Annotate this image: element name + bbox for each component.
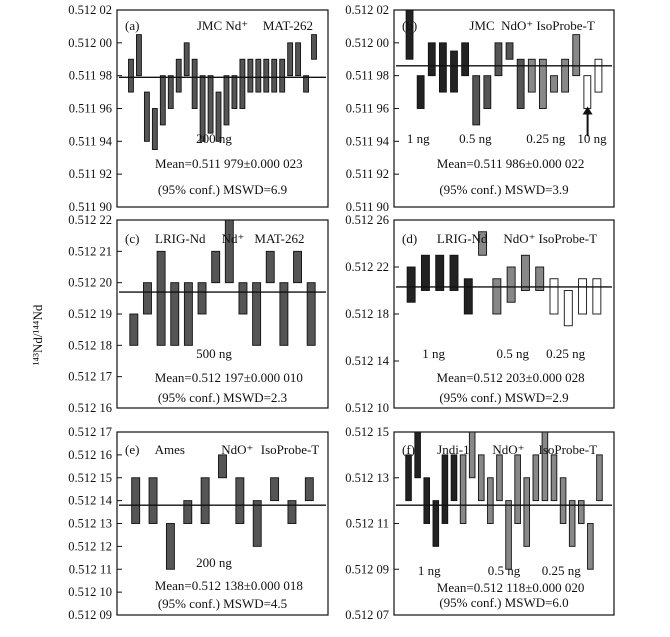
header-label: NdO⁺ (492, 442, 525, 457)
error-bar (232, 76, 237, 109)
panel-b (345, 3, 614, 214)
error-bar (442, 455, 448, 524)
y-tick-label: 0.512 11 (68, 562, 112, 577)
error-bar (460, 455, 466, 524)
y-tick-label: 0.511 94 (345, 134, 389, 149)
y-tick-label: 0.512 02 (345, 3, 389, 17)
error-bar (256, 59, 261, 92)
panel-c (68, 213, 328, 415)
error-bar (517, 59, 524, 108)
header-label: Nd⁺ (221, 231, 245, 246)
error-bar (473, 76, 480, 125)
y-tick-label: 0.512 12 (68, 539, 112, 554)
error-bar (439, 43, 446, 92)
y-tick-label: 0.512 26 (345, 213, 389, 227)
stats-text: (95% conf.) MSWD=2.3 (157, 390, 288, 405)
amount-label: 0.25 ng (546, 346, 586, 361)
panel-label: (b) (402, 18, 418, 33)
stats-text: (95% conf.) MSWD=2.9 (439, 390, 569, 405)
error-bar (597, 455, 603, 501)
y-tick-label: 0.511 96 (345, 101, 389, 116)
header-label: IsoProbe-T (260, 442, 320, 457)
error-bar (421, 255, 429, 290)
y-tick-label: 0.511 98 (68, 68, 112, 83)
panel-f (345, 425, 614, 622)
y-tick-label: 0.512 22 (345, 260, 389, 274)
error-bar (436, 255, 444, 290)
error-bar (157, 251, 165, 345)
y-tick-label: 0.512 10 (345, 401, 389, 415)
panel-label: (f) (402, 442, 415, 457)
error-bar (129, 59, 134, 92)
y-tick-label: 0.512 14 (345, 354, 389, 368)
stats-text: (95% conf.) MSWD=6.0 (439, 595, 569, 610)
error-bar (272, 59, 277, 92)
panel-d (345, 213, 614, 415)
error-bar (288, 501, 296, 524)
error-bar (417, 76, 424, 109)
error-bar (464, 279, 472, 314)
error-bar (588, 524, 594, 570)
y-tick-label: 0.512 20 (68, 275, 112, 290)
error-bar (469, 432, 475, 478)
error-bar (198, 283, 206, 314)
amount-label: 0.5 ng (496, 346, 530, 361)
amount-label: 200 ng (196, 131, 232, 146)
amount-label: 10 ng (577, 131, 607, 146)
y-tick-label: 0.511 92 (345, 167, 389, 182)
y-tick-label: 0.512 10 (68, 585, 112, 600)
y-tick-label: 0.512 16 (68, 401, 112, 415)
error-bar (132, 478, 140, 524)
error-bar (506, 501, 512, 570)
error-bar (497, 455, 503, 501)
header-label: NdO⁺ (221, 442, 254, 457)
amount-label: 500 ng (196, 346, 232, 361)
error-bar (560, 478, 566, 524)
header-label: NdO⁺ (503, 231, 536, 246)
mean-text: Mean=0.512 197±0.000 010 (154, 370, 303, 385)
error-bar (462, 43, 469, 76)
error-bar (406, 455, 412, 501)
amount-label: 0.5 ng (459, 131, 492, 146)
error-bar (493, 279, 501, 314)
error-bar (224, 76, 229, 125)
error-bar (144, 92, 149, 141)
error-bar (288, 43, 293, 76)
error-bar (515, 455, 521, 524)
y-tick-label: 0.512 13 (345, 470, 389, 485)
error-bar (143, 283, 151, 314)
panel-label: (d) (402, 231, 418, 246)
y-tick-label: 0.512 00 (68, 35, 112, 50)
header-label: IsoProbe-T (538, 442, 598, 457)
error-bar (294, 251, 302, 282)
mean-text: Mean=0.512 203±0.000 028 (436, 370, 585, 385)
header-label: IsoProbe-T (536, 18, 595, 33)
error-bar (149, 478, 157, 524)
header-label: MAT-262 (254, 231, 305, 246)
error-bar (266, 251, 274, 282)
header-label: Jndi-1 (437, 442, 470, 457)
error-bar (166, 524, 174, 570)
error-bar (495, 43, 502, 76)
y-tick-label: 0.512 14 (68, 493, 112, 508)
y-tick-label: 0.512 18 (345, 307, 389, 321)
error-bar (152, 109, 157, 150)
panel-a (68, 3, 328, 214)
amount-label: 1 ng (422, 346, 445, 361)
error-bar (407, 267, 415, 302)
error-bar (184, 43, 189, 76)
panel-e (68, 425, 328, 622)
y-tick-label: 0.512 17 (68, 369, 112, 384)
y-tick-label: 0.512 09 (345, 562, 389, 577)
error-bar (450, 255, 458, 290)
error-bar (539, 59, 546, 108)
y-tick-label: 0.511 90 (68, 200, 112, 214)
error-bar (478, 455, 484, 501)
error-bar (488, 478, 494, 524)
panel-label: (c) (125, 231, 140, 246)
mean-text: Mean=0.511 979±0.000 023 (155, 156, 303, 171)
panel-label: (a) (125, 18, 140, 33)
header-label: NdO⁺ (501, 18, 534, 33)
error-bar (184, 501, 192, 524)
y-tick-label: 0.512 02 (68, 3, 112, 17)
amount-label: 1 ng (406, 131, 430, 146)
error-bar (562, 59, 569, 92)
y-tick-label: 0.512 15 (68, 470, 112, 485)
error-bar (236, 478, 244, 524)
header-label: LRIG-Nd (155, 231, 206, 246)
y-tick-label: 0.512 11 (345, 516, 389, 531)
panel-label: (e) (125, 442, 140, 457)
error-bar (136, 35, 141, 76)
error-bar (201, 478, 209, 524)
error-bar (451, 51, 458, 92)
error-bar (160, 76, 165, 125)
error-bar (528, 59, 535, 92)
error-bar (507, 267, 515, 302)
error-bar (424, 478, 430, 524)
amount-label: 200 ng (196, 555, 232, 570)
y-tick-label: 0.512 09 (68, 608, 112, 622)
error-bar (296, 43, 301, 76)
header-label: LRIG-Nd (436, 231, 488, 246)
error-bar (569, 501, 575, 547)
error-bar (264, 59, 269, 92)
y-axis-label: ¹⁴³Nd/¹⁴⁴Nd (30, 304, 45, 366)
error-bar (240, 59, 245, 108)
error-bar (573, 35, 580, 76)
header-label: JMC (469, 18, 495, 33)
y-tick-label: 0.512 22 (68, 213, 112, 227)
header-label: Ames (154, 442, 185, 457)
y-tick-label: 0.511 98 (345, 68, 389, 83)
stats-text: (95% conf.) MSWD=6.9 (157, 182, 288, 197)
error-bar (524, 478, 530, 547)
y-tick-label: 0.512 17 (68, 425, 112, 439)
stats-text: (95% conf.) MSWD=4.5 (157, 596, 288, 611)
y-tick-label: 0.512 18 (68, 338, 112, 353)
error-bar (176, 59, 181, 92)
y-tick-label: 0.512 07 (345, 608, 389, 622)
error-bar (428, 43, 435, 76)
y-tick-label: 0.512 00 (345, 35, 389, 50)
error-bar (551, 76, 558, 92)
error-bar (533, 455, 539, 501)
y-tick-label: 0.511 96 (68, 101, 112, 116)
error-bar (208, 76, 213, 133)
header-label: MAT-262 (262, 18, 313, 33)
panels (68, 3, 614, 622)
header-label: JMC Nd⁺ (196, 18, 249, 33)
error-bar (521, 255, 529, 290)
y-tick-label: 0.511 92 (68, 167, 112, 182)
error-bar (551, 455, 557, 501)
amount-label: 0.25 ng (526, 131, 566, 146)
error-bar (433, 501, 439, 547)
error-bar (168, 76, 173, 109)
error-bar (584, 76, 591, 109)
error-bar (130, 314, 138, 345)
error-bar (192, 59, 197, 108)
y-tick-label: 0.512 15 (345, 425, 389, 439)
y-tick-label: 0.511 94 (68, 134, 112, 149)
error-bar (595, 59, 602, 92)
error-bar (579, 279, 587, 314)
error-bar (415, 432, 421, 478)
y-tick-label: 0.512 13 (68, 516, 112, 531)
error-bar (219, 455, 227, 478)
plot-frame (394, 10, 614, 207)
error-bar (280, 59, 285, 92)
y-tick-label: 0.511 90 (345, 200, 389, 214)
error-bar (550, 279, 558, 314)
error-bar (578, 501, 584, 524)
error-bar (484, 76, 491, 109)
stats-text: (95% conf.) MSWD=3.9 (439, 182, 569, 197)
mean-text: Mean=0.512 138±0.000 018 (154, 578, 303, 593)
mean-text: Mean=0.511 986±0.000 022 (436, 156, 585, 171)
error-bar (225, 220, 233, 283)
error-bar (506, 43, 513, 59)
error-bar (212, 251, 220, 282)
error-bar (305, 478, 313, 501)
error-bar (248, 59, 253, 92)
error-bar (451, 455, 457, 501)
mean-text: Mean=0.512 118±0.000 020 (436, 580, 585, 595)
error-bar (593, 279, 601, 314)
amount-label: 0.5 ng (487, 563, 521, 578)
error-bar (564, 291, 572, 326)
y-tick-label: 0.512 16 (68, 447, 112, 462)
amount-label: 0.25 ng (541, 563, 581, 578)
y-tick-label: 0.512 21 (68, 244, 112, 259)
amount-label: 1 ng (417, 563, 441, 578)
error-bar (271, 478, 279, 501)
error-bar (312, 35, 317, 60)
error-bar (253, 501, 261, 547)
error-bar (239, 283, 247, 314)
y-tick-label: 0.512 19 (68, 307, 112, 321)
error-bar (304, 76, 309, 92)
header-label: IsoProbe-T (538, 231, 598, 246)
